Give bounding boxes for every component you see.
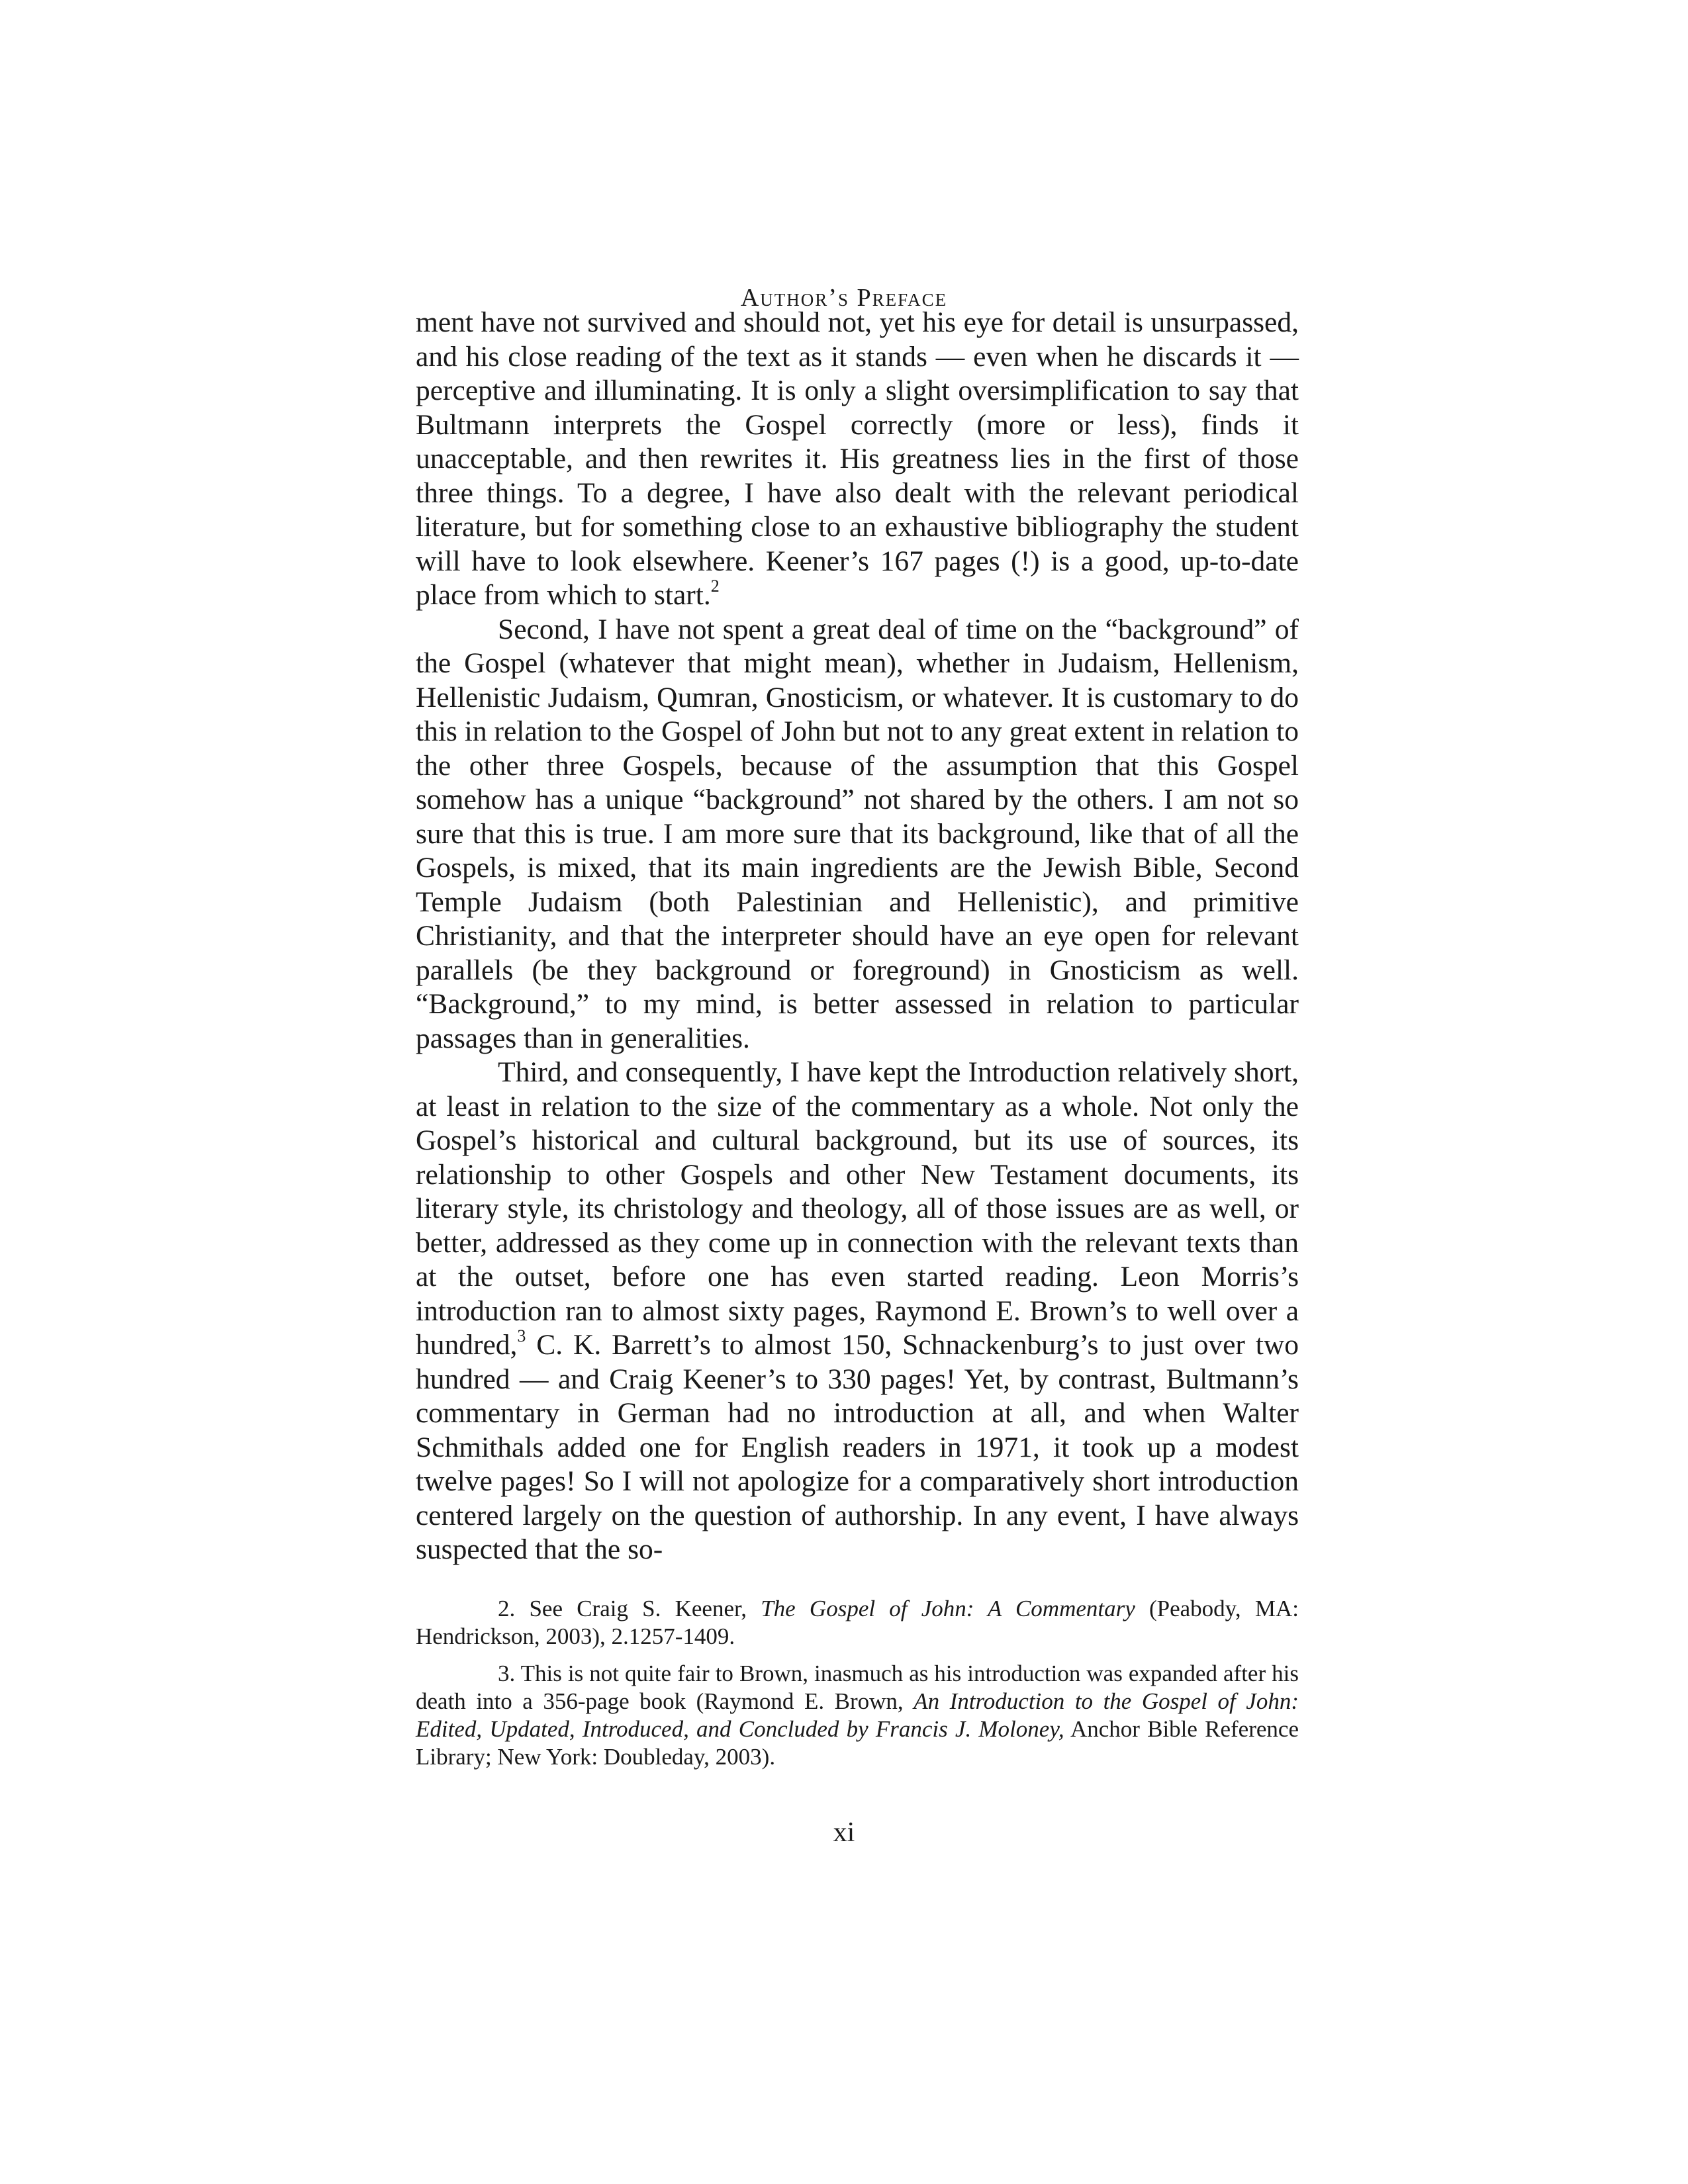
footnote-ref-2: 2 bbox=[710, 576, 720, 596]
paragraph-3 bbox=[416, 1056, 1299, 1567]
page-number: xi bbox=[833, 1817, 855, 1848]
paragraph-3-text-after: C. K. Barrett’s to almost 150, Schnackenburg’s to just over two hundred — and Craig Keener’s to 330 pages! Yet, by contrast, Bultmann’s commentary in German had no introduction at all, and when Walter Schmithals added one for English readers in 1971, it took up a modest twelve pages! So I will not apologize for a comparatively short introduction centered largely on the question of authorship. In any event, I have always suspected that the so- bbox=[416, 1329, 1299, 1565]
paragraph-2 bbox=[416, 613, 1299, 1056]
footnote-2-number: 2. bbox=[498, 1596, 516, 1621]
footnote-ref-3: 3 bbox=[517, 1326, 526, 1345]
footnote-2-post: (Peabody, MA: Hendrickson, 2003), 2.1257-1409. bbox=[416, 1596, 1299, 1649]
footnote-3-pre: This is not quite fair to Brown, inasmuch as his introduction was expanded after his death into a 356-page book (Raymond E. Brown, bbox=[416, 1661, 1299, 1714]
footnote-3-post: Anchor Bible Reference Library; New York: Doubleday, 2003). bbox=[416, 1716, 1299, 1770]
footnote-3-number: 3. bbox=[498, 1661, 516, 1686]
footnote-3-title: An Introduction to the Gospel of John: Edited, Updated, Introduced, and Concluded by Francis J. Moloney, bbox=[416, 1688, 1299, 1742]
footnotes bbox=[416, 1595, 1299, 1780]
footnote-3 bbox=[416, 1660, 1299, 1771]
paragraph-1 bbox=[416, 306, 1299, 613]
paragraph-1-text: ment have not survived and should not, yet his eye for detail is unsurpassed, and his close reading of the text as it stands — even when he discards it — perceptive and illuminating. It is only a slight oversimplification to say that Bultmann interprets the Gospel correctly (more or less), finds it unacceptable, and then rewrites it. His greatness lies in the first of those three things. To a degree, I have also dealt with the relevant periodical literature, but for something close to an exhaustive bibliography the student will have to look elsewhere. Keener’s 167 pages (!) is a good, up-to-date place from which to start. bbox=[416, 306, 1299, 611]
paragraph-2-text: Second, I have not spent a great deal of time on the “background” of the Gospel (whatever that might mean), whether in Judaism, Hellenism, Hellenistic Judaism, Qumran, Gnosticism, or whatever. It is customary to do this in relation to the Gospel of John but not to any great extent in relation to the other three Gospels, because of the assumption that this Gospel somehow has a unique “background” not shared by the others. I am not so sure that this is true. I am more sure that its background, like that of all the Gospels, is mixed, that its main ingredients are the Jewish Bible, Second Temple Judaism (both Palestinian and Hellenistic), and primitive Christianity, and that the interpreter should have an eye open for relevant parallels (be they background or foreground) in Gnosticism as well. “Background,” to my mind, is better assessed in relation to particular passages than in generalities. bbox=[416, 613, 1299, 1054]
paragraph-3-text-before: Third, and consequently, I have kept the Introduction relatively short, at least in relation to the size of the commentary as a whole. Not only the Gospel’s historical and cultural background, but its use of sources, its relationship to other Gospels and other New Testament documents, its literary style, its christology and theology, all of those issues are as well, or better, addressed as they come up in connection with the relevant texts than at the outset, before one has even started reading. Leon Morris’s introduction ran to almost sixty pages, Raymond E. Brown’s to well over a hundred, bbox=[416, 1056, 1299, 1361]
footnote-2 bbox=[416, 1595, 1299, 1651]
running-head: Author’s Preface bbox=[740, 284, 948, 312]
footnote-2-title: The Gospel of John: A Commentary bbox=[761, 1596, 1135, 1621]
footnote-2-pre: See Craig S. Keener, bbox=[529, 1596, 761, 1621]
body-text bbox=[416, 306, 1299, 1567]
